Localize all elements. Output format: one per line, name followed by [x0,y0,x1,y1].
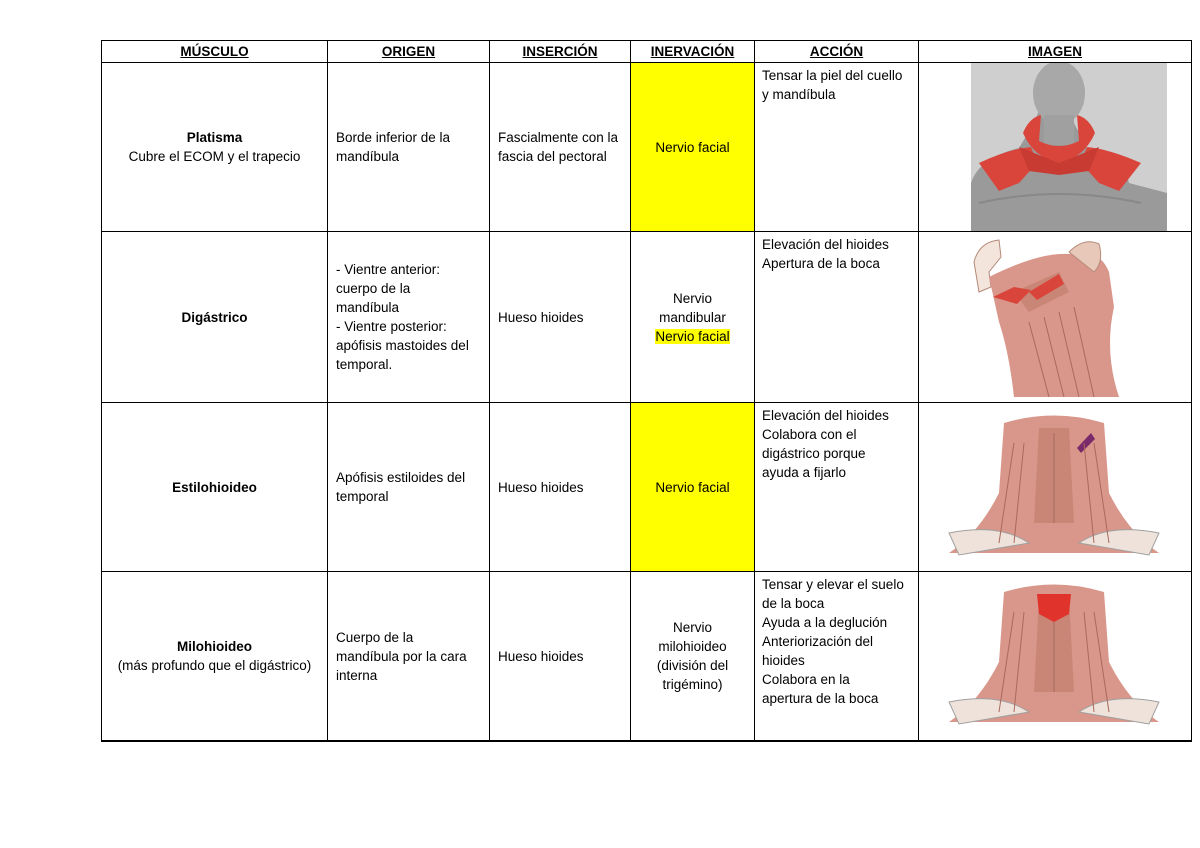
action-text: Anteriorización del [762,634,874,649]
action-cell [755,63,919,232]
action-cell [755,403,919,572]
muscle-note: (más profundo que el digástrico) [117,658,312,673]
muscle-name: Digástrico [181,309,248,325]
origin-text: mandíbula [336,149,400,164]
innervation-cell [631,232,755,403]
origin-text: - Vientre anterior: [336,262,441,277]
table-row [102,63,1192,232]
action-text: Elevación del hioides [762,408,889,423]
header-image: IMAGEN [919,41,1192,63]
origin-text: temporal. [336,357,393,372]
innervation-cell [631,403,755,572]
innervation-text: mandibular [659,309,726,325]
innervation-text: Nervio facial [655,479,730,495]
action-text: y mandíbula [762,87,836,102]
origin-text: Borde inferior de la [336,130,451,145]
action-text: Tensar y elevar el suelo [762,577,904,592]
action-text: Ayuda a la deglución [762,615,888,630]
action-cell [755,232,919,403]
header-insertion: INSERCIÓN [490,41,631,63]
innervation-text: milohioideo [658,639,727,654]
action-text: hioides [762,653,805,668]
table-row [102,403,1192,572]
stylohyoid-illustration [919,403,1192,571]
table-row [102,572,1192,742]
origin-text: temporal [336,489,389,504]
header-origin: ORIGEN [328,41,490,63]
origin-cell [328,572,490,742]
muscle-name: Estilohioideo [172,479,257,495]
mylohyoid-illustration [919,572,1192,740]
insertion-text: Hueso hioides [498,309,584,325]
insertion-cell [490,403,631,572]
innervation-text: Nervio [672,290,712,306]
innervation-text: Nervio facial [655,139,730,155]
innervation-text: Nervio [672,620,712,635]
muscle-note: Cubre el ECOM y el trapecio [128,149,301,164]
origin-text: mandíbula por la cara [336,648,467,664]
muscle-table [101,40,1192,742]
origin-text: - Vientre posterior: [336,319,447,334]
platysma-illustration [919,63,1192,231]
insertion-cell [490,232,631,403]
origin-text: apófisis mastoides del [336,338,469,353]
action-text: apertura de la boca [762,691,879,706]
action-text: Colabora en la [762,672,850,687]
origin-text: mandíbula [336,300,400,315]
origin-cell [328,403,490,572]
action-text: ayuda a fijarlo [762,465,847,480]
image-cell [919,403,1192,572]
action-text: Elevación del hioides [762,237,889,252]
muscle-name: Platisma [186,130,243,145]
action-text: Apertura de la boca [762,256,880,271]
muscle-cell [102,63,328,232]
origin-text: interna [336,667,378,683]
action-text: de la boca [762,596,825,611]
origin-text: Cuerpo de la [336,629,414,645]
image-cell [919,63,1192,232]
muscle-cell [102,403,328,572]
innervation-cell [631,572,755,742]
action-cell [755,572,919,742]
header-muscle: MÚSCULO [102,41,328,63]
origin-cell [328,63,490,232]
muscle-cell [102,232,328,403]
image-cell [919,572,1192,742]
header-row [102,41,1192,63]
insertion-text: fascia del pectoral [498,149,607,164]
insertion-text: Hueso hioides [498,648,584,664]
origin-text: cuerpo de la [336,281,411,296]
muscle-cell [102,572,328,742]
insertion-text: Hueso hioides [498,479,584,495]
insertion-cell [490,572,631,742]
header-action: ACCIÓN [755,41,919,63]
action-text: Colabora con el [762,427,857,442]
origin-cell [328,232,490,403]
innervation-text: trigémino) [662,677,723,692]
digastric-illustration [919,232,1192,402]
innervation-cell [631,63,755,232]
image-cell [919,232,1192,403]
insertion-text: Fascialmente con la [498,130,619,145]
action-text: Tensar la piel del cuello [762,68,903,83]
header-innervation: INERVACIÓN [631,41,755,63]
action-text: digástrico porque [762,446,866,461]
muscle-name: Milohioideo [177,639,252,654]
insertion-cell [490,63,631,232]
table-row [102,232,1192,403]
innervation-highlight: Nervio facial [655,328,730,344]
innervation-text: (división del [656,658,729,673]
origin-text: Apófisis estiloides del [336,470,466,485]
